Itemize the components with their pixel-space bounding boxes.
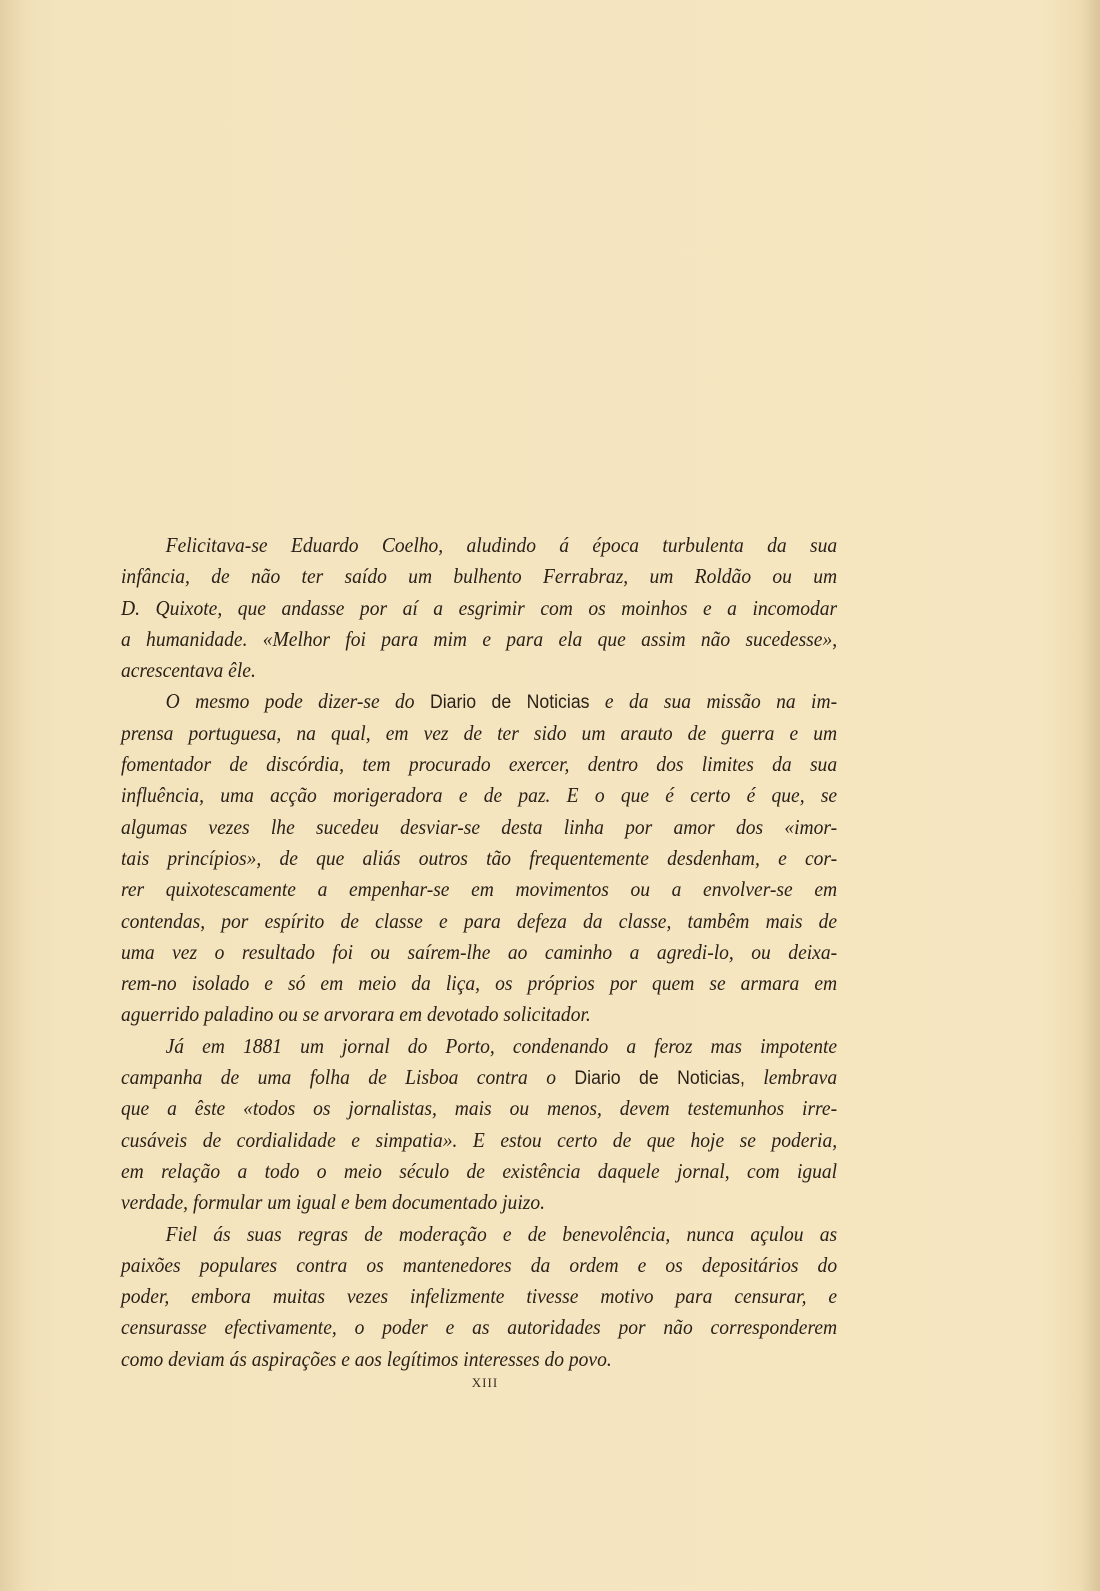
text-segment: cusáveis de cordialidade e simpatia». E estou certo de que hoje se poderia, xyxy=(121,1127,838,1152)
text-line xyxy=(121,1219,837,1250)
text-line xyxy=(121,1281,837,1312)
text-line xyxy=(121,624,837,655)
text-segment: D. Quixote, que andasse por aí a esgrimir com os moinhos e a incomodar xyxy=(121,595,838,620)
text-segment: Já em 1881 um jornal do Porto, condenando a feroz mas impotente xyxy=(165,1033,838,1058)
page-number: XIII xyxy=(471,1375,499,1390)
text-segment: Felicitava-se Eduardo Coelho, aludindo á época turbulenta da sua xyxy=(165,533,838,557)
text-line xyxy=(121,655,837,686)
text-segment: aguerrido paladino ou se arvorara em devotado solicitador. xyxy=(121,1002,591,1027)
text-segment: lembrava xyxy=(744,1065,838,1090)
text-segment: rer quixotescamente a empenhar-se em movimentos ou a envolver-se em xyxy=(121,877,838,902)
text-segment: verdade, formular um igual e bem documentado juizo. xyxy=(121,1190,546,1215)
text-segment: influência, uma acção morigeradora e de paz. E o que é certo é que, se xyxy=(121,783,838,808)
text-line xyxy=(121,1125,837,1156)
text-segment: infância, de não ter saído um bulhento Ferrabraz, um Roldão ou um xyxy=(121,564,838,589)
text-segment: poder, embora muitas vezes infelizmente tivesse motivo para censurar, e xyxy=(121,1284,838,1309)
text-segment: uma vez o resultado foi ou saírem-lhe ao caminho a agredi-lo, ou deixa- xyxy=(121,939,838,964)
text-segment: fomentador de discórdia, tem procurado exercer, dentro dos limites da sua xyxy=(121,752,838,777)
text-segment: censurasse efectivamente, o poder e as autoridades por não corresponderem xyxy=(121,1315,838,1340)
text-line xyxy=(121,1187,837,1218)
text-segment: paixões populares contra os mantenedores da ordem e os depositários do xyxy=(121,1252,838,1277)
text-segment: e da sua missão na im- xyxy=(589,689,838,714)
text-line xyxy=(121,686,837,717)
newspaper-title: Diario de Noticias, xyxy=(574,1068,745,1090)
text-line xyxy=(121,937,837,968)
text-segment: algumas vezes lhe sucedeu desviar-se desta linha por amor dos «imor- xyxy=(121,814,838,839)
text-segment: prensa portuguesa, na qual, em vez de ter sido um arauto de guerra e um xyxy=(121,720,838,745)
text-line xyxy=(121,1062,837,1093)
text-segment: a humanidade. «Melhor foi para mim e para ela que assim não sucedesse», xyxy=(121,626,838,651)
text-line xyxy=(121,1031,837,1062)
text-line xyxy=(121,843,837,874)
text-line xyxy=(121,1156,837,1187)
text-line xyxy=(121,561,837,592)
text-segment: O mesmo pode dizer-se do xyxy=(165,689,430,714)
text-segment: Fiel ás suas regras de moderação e de benevolência, nunca açulou as xyxy=(165,1221,838,1246)
text-line xyxy=(121,1093,837,1124)
text-segment: tais princípios», de que aliás outros tão frequentemente desdenham, e cor- xyxy=(121,845,838,870)
text-segment: que a êste «todos os jornalistas, mais ou menos, devem testemunhos irre- xyxy=(121,1096,838,1121)
text-line xyxy=(121,530,837,561)
text-line xyxy=(121,812,837,843)
text-line xyxy=(121,999,837,1030)
text-segment: como deviam ás aspirações e aos legítimos interesses do povo. xyxy=(121,1346,612,1371)
text-line xyxy=(121,780,837,811)
text-segment: rem-no isolado e só em meio da liça, os próprios por quem se armara em xyxy=(121,971,838,996)
newspaper-title: Diario de Noticias xyxy=(429,692,590,714)
text-segment: acrescentava êle. xyxy=(121,658,256,683)
text-segment: campanha de uma folha de Lisboa contra o xyxy=(121,1065,575,1090)
text-line xyxy=(121,718,837,749)
text-line xyxy=(121,874,837,905)
text-line xyxy=(121,968,837,999)
text-line xyxy=(121,749,837,780)
text-line xyxy=(121,1250,837,1281)
text-segment: contendas, por espírito de classe e para defeza da classe, tambêm mais de xyxy=(121,908,838,933)
text-line xyxy=(121,1312,837,1343)
body-text xyxy=(121,530,837,1375)
text-line xyxy=(121,1344,837,1375)
text-line xyxy=(121,593,837,624)
text-segment: em relação a todo o meio século de existência daquele jornal, com igual xyxy=(121,1158,838,1183)
text-line xyxy=(121,906,837,937)
